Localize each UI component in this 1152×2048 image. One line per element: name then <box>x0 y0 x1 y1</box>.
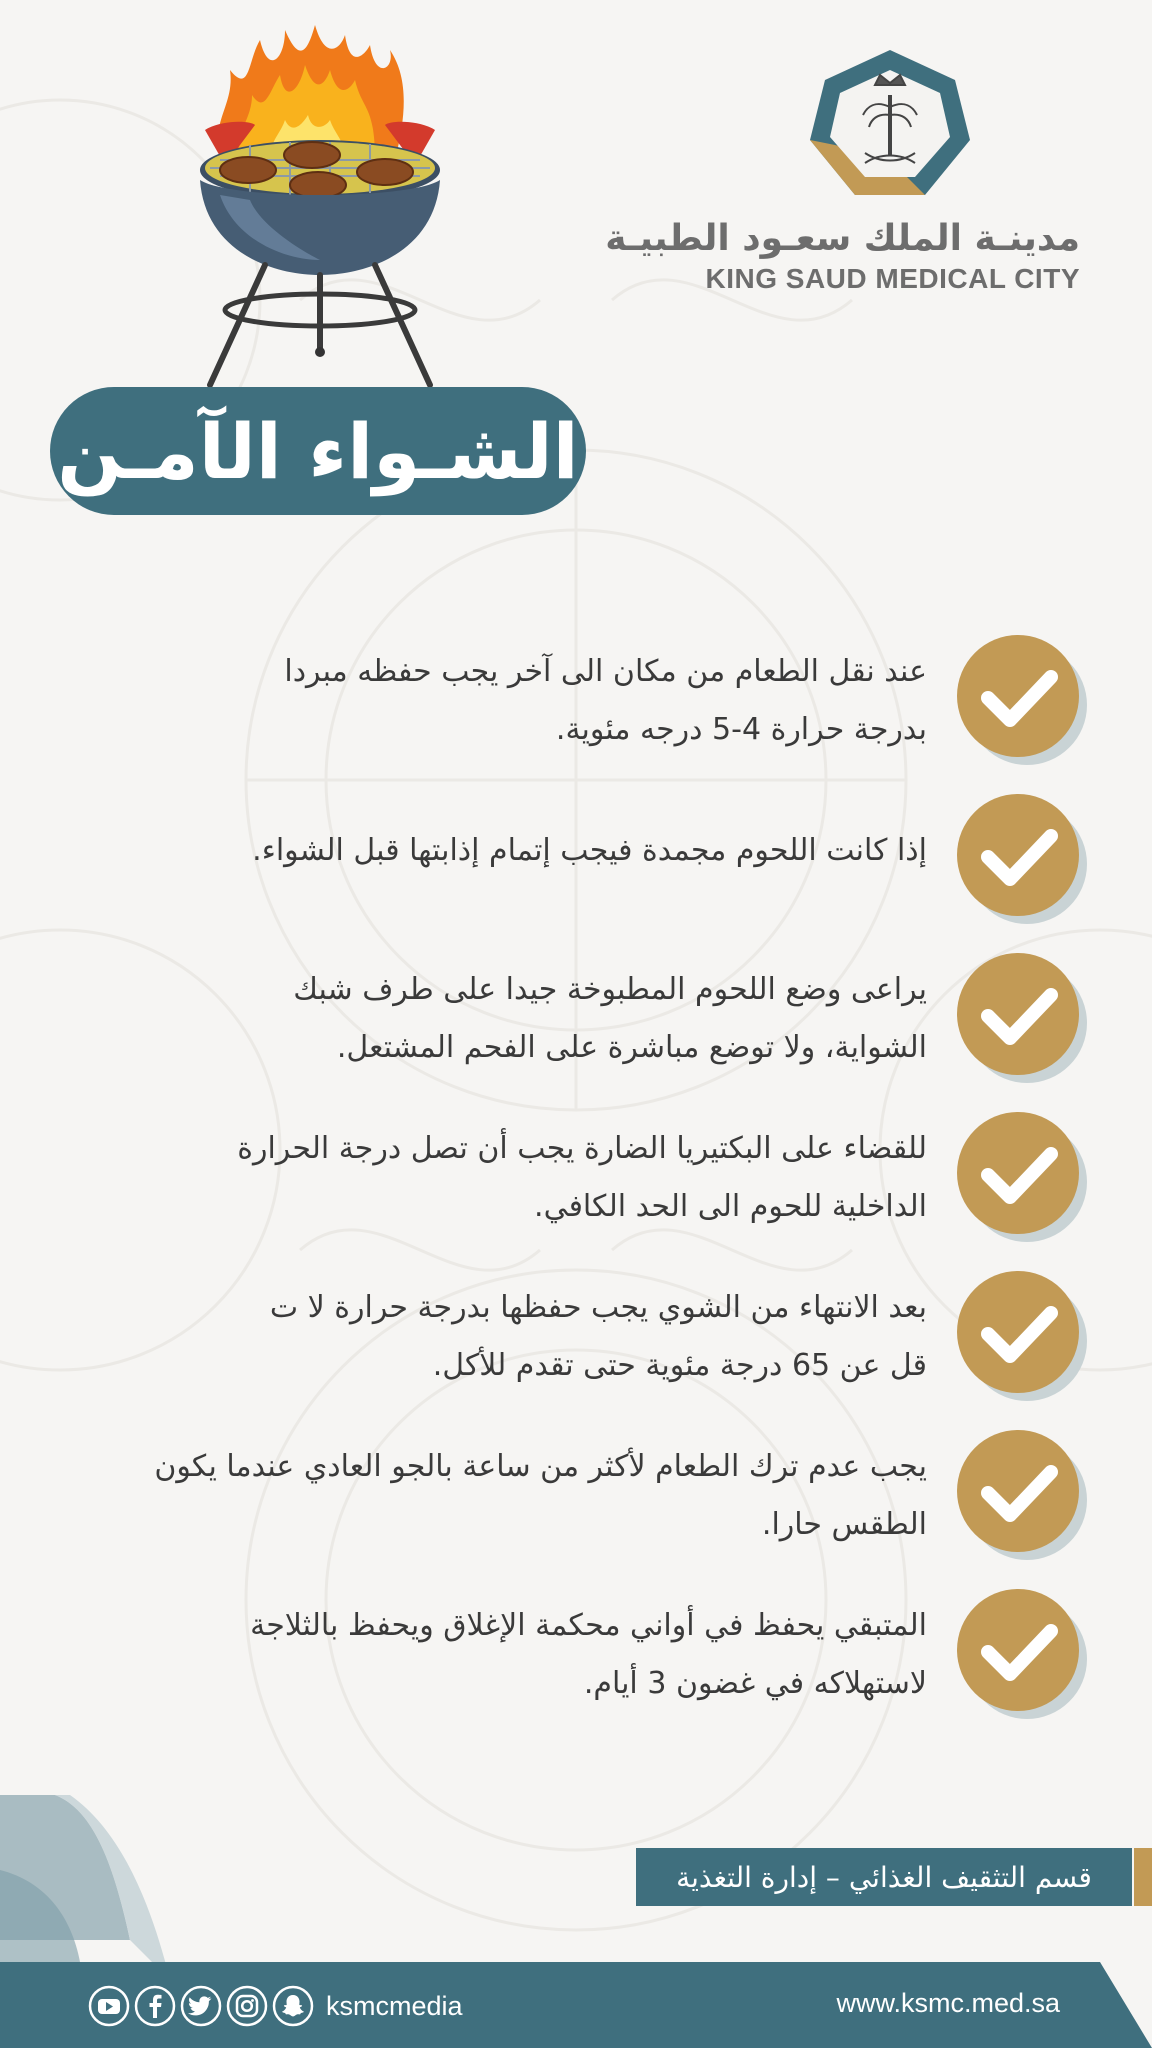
checkmark-icon <box>955 1269 1087 1401</box>
tip-line: يجب عدم ترك الطعام لأكثر من ساعة بالجو العادي عندما يكون <box>154 1449 927 1484</box>
tip-line: بدرجة حرارة 4-5 درجه مئوية. <box>555 712 927 747</box>
social-media-links <box>88 1984 463 2028</box>
youtube-icon[interactable] <box>88 1985 130 2027</box>
instagram-icon[interactable] <box>226 1985 268 2027</box>
barbecue-grill-illustration <box>190 20 450 390</box>
checkmark-icon <box>955 951 1087 1083</box>
title-banner <box>50 387 586 515</box>
facebook-icon[interactable] <box>134 1985 176 2027</box>
website-link[interactable]: www.ksmc.med.sa <box>836 1988 1060 2018</box>
social-handle[interactable]: ksmcmedia <box>326 1990 463 2021</box>
footer-ribbon-decoration <box>0 1790 200 1980</box>
tip-line: الشواية، ولا توضع مباشرة على الفحم المشتعل. <box>336 1030 927 1065</box>
checkmark-icon <box>955 1110 1087 1242</box>
tip-line: قل عن 65 درجة مئوية حتى تقدم للأكل. <box>432 1348 927 1383</box>
tip-line: المتبقي يحفظ في أواني محكمة الإغلاق ويحفظ بالثلاجة <box>250 1608 927 1643</box>
snapchat-icon[interactable] <box>272 1985 314 2027</box>
department-text: قسم التثقيف الغذائي – إدارة التغذية <box>676 1860 1092 1894</box>
list-item <box>0 1428 1152 1568</box>
list-item <box>0 1587 1152 1727</box>
tip-line: الطقس حارا. <box>761 1507 927 1542</box>
list-item <box>0 633 1152 773</box>
checkmark-icon <box>955 1587 1087 1719</box>
brand-name-arabic: مدينـة الملك سعـود الطبيـة <box>605 218 1080 259</box>
tip-text <box>67 643 927 759</box>
checkmark-icon <box>955 633 1087 765</box>
tip-line: بعد الانتهاء من الشوي يجب حفظها بدرجة حرارة لا ت <box>269 1290 927 1325</box>
checkmark-icon <box>955 1428 1087 1560</box>
tip-text <box>67 1438 927 1554</box>
list-item <box>0 1110 1152 1250</box>
list-item <box>0 792 1152 932</box>
list-item <box>0 951 1152 1091</box>
checkmark-icon <box>955 792 1087 924</box>
tip-text <box>67 961 927 1077</box>
page-title: الشـواء الآمـن <box>57 406 579 496</box>
tip-text <box>67 1279 927 1395</box>
king-saud-medical-city-logo <box>805 45 975 205</box>
tip-line: للقضاء على البكتيريا الضارة يجب أن تصل درجة الحرارة <box>237 1131 927 1166</box>
twitter-icon[interactable] <box>180 1985 222 2027</box>
tip-line: عند نقل الطعام من مكان الى آخر يجب حفظه مبردا <box>284 654 927 689</box>
list-item <box>0 1269 1152 1409</box>
tip-text <box>67 1120 927 1236</box>
tip-line: لاستهلاكه في غضون 3 أيام. <box>583 1666 927 1701</box>
department-label <box>636 1848 1132 1906</box>
tip-line: إذا كانت اللحوم مجمدة فيجب إتمام إذابتها قبل الشواء. <box>252 833 927 868</box>
tip-text <box>67 822 927 880</box>
tip-line: يراعى وضع اللحوم المطبوخة جيدا على طرف شبك <box>293 972 927 1007</box>
tip-line: الداخلية للحوم الى الحد الكافي. <box>534 1189 927 1224</box>
department-accent <box>1134 1848 1152 1906</box>
tip-text <box>67 1597 927 1713</box>
brand-name-english: KING SAUD MEDICAL CITY <box>705 263 1080 294</box>
